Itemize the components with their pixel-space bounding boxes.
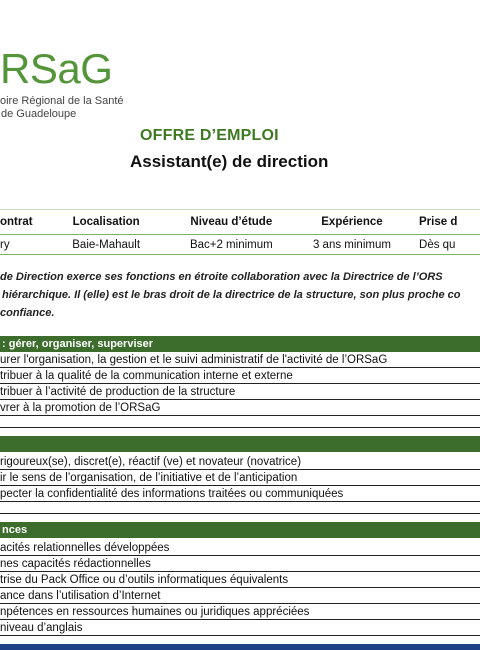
- list-item: niveau d’anglais: [0, 620, 480, 636]
- summary-header-row: [0, 210, 480, 235]
- list-item: nes capacités rédactionnelles: [0, 556, 480, 572]
- logo-subtitle-line2: de Guadeloupe: [1, 108, 77, 120]
- value-experience: 3 ans minimum: [312, 239, 391, 251]
- intro-line: de Direction exerce ses fonctions en étroite collaboration avec la Directrice de l’ORS: [0, 271, 443, 283]
- list-item: npétences en ressources humaines ou juridiques appréciées: [0, 604, 480, 620]
- logo-subtitle-line1: oire Régional de la Santé: [0, 95, 124, 107]
- section-header-competences: nces: [0, 522, 480, 538]
- value-contrat: ry: [0, 239, 10, 251]
- list-item: ance dans l’utilisation d’Internet: [0, 588, 480, 604]
- header-contrat: ontrat: [0, 210, 43, 235]
- intro-paragraph: [0, 268, 480, 322]
- header-niveau: Niveau d’étude: [170, 210, 293, 235]
- intro-line: hiérarchique. Il (elle) est le bras droit de la directrice de la structure, son plus proche co: [2, 289, 461, 301]
- list-item: trise du Pack Office ou d’outils informatiques équivalents: [0, 572, 480, 588]
- list-item: tribuer à la qualité de la communication interne et externe: [0, 368, 480, 384]
- section-header-qualites: [0, 436, 480, 452]
- summary-table: [0, 209, 480, 255]
- value-prise: Dès qu: [419, 239, 456, 251]
- list-item: tribuer à l’activité de production de la structure: [0, 384, 480, 400]
- empty-row: [0, 502, 480, 514]
- list-item: urer l'organisation, la gestion et le suivi administratif de l'activité de l’ORSaG: [0, 352, 480, 368]
- list-item: ir le sens de l’organisation, de l’initiative et de l’anticipation: [0, 470, 480, 486]
- value-localisation: Baie-Mahault: [72, 239, 141, 251]
- header-prise: Prise d: [411, 210, 480, 235]
- document-title: OFFRE D’EMPLOI: [140, 127, 279, 144]
- list-item: rigoureux(se), discret(e), réactif (ve) et novateur (novatrice): [0, 454, 480, 470]
- document-subtitle: Assistant(e) de direction: [130, 152, 329, 171]
- summary-bottom-border: [0, 254, 480, 255]
- orsag-logo: RSaG: [0, 45, 113, 92]
- list-item: vrer à la promotion de l’ORSaG: [0, 400, 480, 416]
- header-localisation: Localisation: [43, 210, 170, 235]
- value-niveau: Bac+2 minimum: [189, 239, 273, 251]
- bottom-decorative-strip: [0, 644, 480, 650]
- summary-value-row: [0, 235, 480, 256]
- section-header-missions: : gérer, organiser, superviser: [0, 336, 480, 352]
- list-item: acités relationnelles développées: [0, 540, 480, 556]
- logo-subtitle: [0, 95, 124, 121]
- intro-line: confiance.: [0, 307, 55, 319]
- header-experience: Expérience: [293, 210, 411, 235]
- list-item: pecter la confidentialité des informations traitées ou communiquées: [0, 486, 480, 502]
- empty-row: [0, 416, 480, 428]
